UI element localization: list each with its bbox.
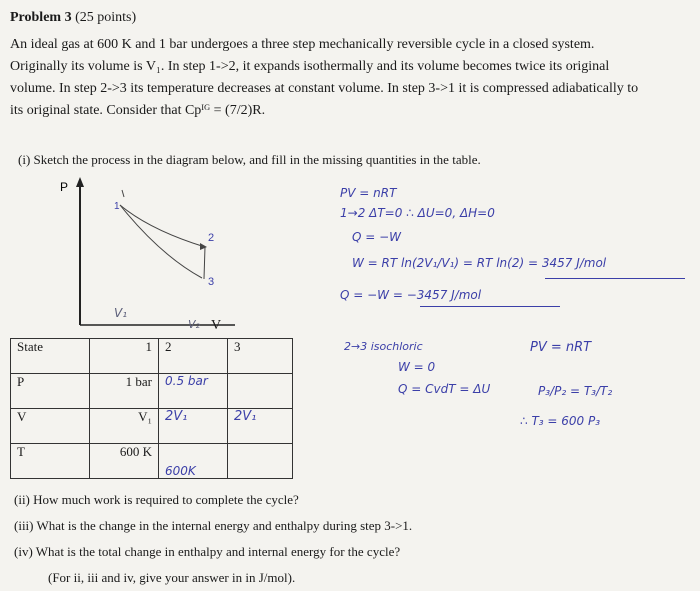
problem-statement <box>10 34 690 122</box>
pv-diagram <box>40 175 240 335</box>
question-i: (i) Sketch the process in the diagram below, and fill in the missing quantities in the table. <box>18 152 481 167</box>
handwritten-note: 2→3 isochloric <box>344 340 423 353</box>
table-cell: 1 bar <box>90 374 159 409</box>
handwritten-note: W = RT ln(2V₁/V₁) = RT ln(2) = 3457 J/mol <box>352 256 607 270</box>
table-cell: 600 K <box>90 444 159 479</box>
x-axis-label: V <box>211 318 222 333</box>
table-cell <box>228 444 293 479</box>
point-1-label: 1 <box>114 201 120 212</box>
table-row-label: T <box>11 444 90 479</box>
problem-number: Problem 3 <box>10 10 72 25</box>
question-note: (For ii, iii and iv, give your answer in in J/mol). <box>48 570 296 585</box>
table-header-cell: State <box>11 339 90 374</box>
handwritten-note: PV = nRT <box>340 186 397 200</box>
handwritten-note: ∴ T₃ = 600 P₃ <box>520 414 601 428</box>
statement-line: volume. In step 2->3 its temperature decreases at constant volume. In step 3->1 it is compressed adiabatically to <box>10 81 639 96</box>
question-iii: (iii) What is the change in the internal energy and enthalpy during step 3->1. <box>14 518 413 533</box>
table-row-label: P <box>11 374 90 409</box>
statement-line: its original state. Consider that Cpᴵᴳ = (7/2)R. <box>10 103 266 118</box>
y-axis-label: P <box>60 180 69 194</box>
state-table <box>10 338 293 479</box>
isochore-line <box>204 247 205 279</box>
table-row <box>11 409 293 444</box>
underline <box>420 306 560 307</box>
table-cell: 600K <box>159 444 228 479</box>
statement-line: Originally its volume is V₁. In step 1->2, it expands isothermally and its volume becomes twice its original <box>10 59 610 74</box>
underline <box>545 278 685 279</box>
table-cell: V₁ <box>90 409 159 444</box>
arrow-icon <box>200 243 207 250</box>
table-cell <box>228 374 293 409</box>
point-2-label: 2 <box>208 232 215 244</box>
problem-points: (25 points) <box>75 10 137 25</box>
point-3-label: 3 <box>208 276 215 288</box>
question-iv: (iv) What is the total change in enthalpy and internal energy for the cycle? <box>14 544 401 559</box>
v1-axis-label: V₁ <box>114 306 128 320</box>
handwritten-note: Q = −W <box>352 230 402 244</box>
table-cell: 2V₁ <box>159 409 228 444</box>
handwritten-note: PV = nRT <box>530 340 592 355</box>
table-cell: 2V₁ <box>228 409 293 444</box>
table-row <box>11 444 293 479</box>
table-header-cell: 2 <box>159 339 228 374</box>
table-row-label: V <box>11 409 90 444</box>
handwritten-note: 1→2 ΔT=0 ∴ ΔU=0, ΔH=0 <box>340 206 495 220</box>
handwritten-note: Q = −W = −3457 J/mol <box>340 288 482 302</box>
handwritten-note: W = 0 <box>398 360 436 374</box>
table-header-cell: 1 <box>90 339 159 374</box>
y-axis-arrow-icon <box>76 177 84 187</box>
problem-title <box>10 10 136 26</box>
statement-line: An ideal gas at 600 K and 1 bar undergoes a three step mechanically reversible cycle in a closed system. <box>10 37 595 52</box>
table-row <box>11 339 293 374</box>
isotherm-curve <box>120 205 205 247</box>
handwritten-note: P₃/P₂ = T₃/T₂ <box>538 384 613 398</box>
v2-axis-label: V₂ <box>188 318 200 331</box>
table-cell: 0.5 bar <box>159 374 228 409</box>
table-header-cell: 3 <box>228 339 293 374</box>
table-row <box>11 374 293 409</box>
tick-mark <box>122 190 124 197</box>
handwritten-note: Q = CvdT = ΔU <box>398 382 491 396</box>
question-ii: (ii) How much work is required to complete the cycle? <box>14 492 299 507</box>
